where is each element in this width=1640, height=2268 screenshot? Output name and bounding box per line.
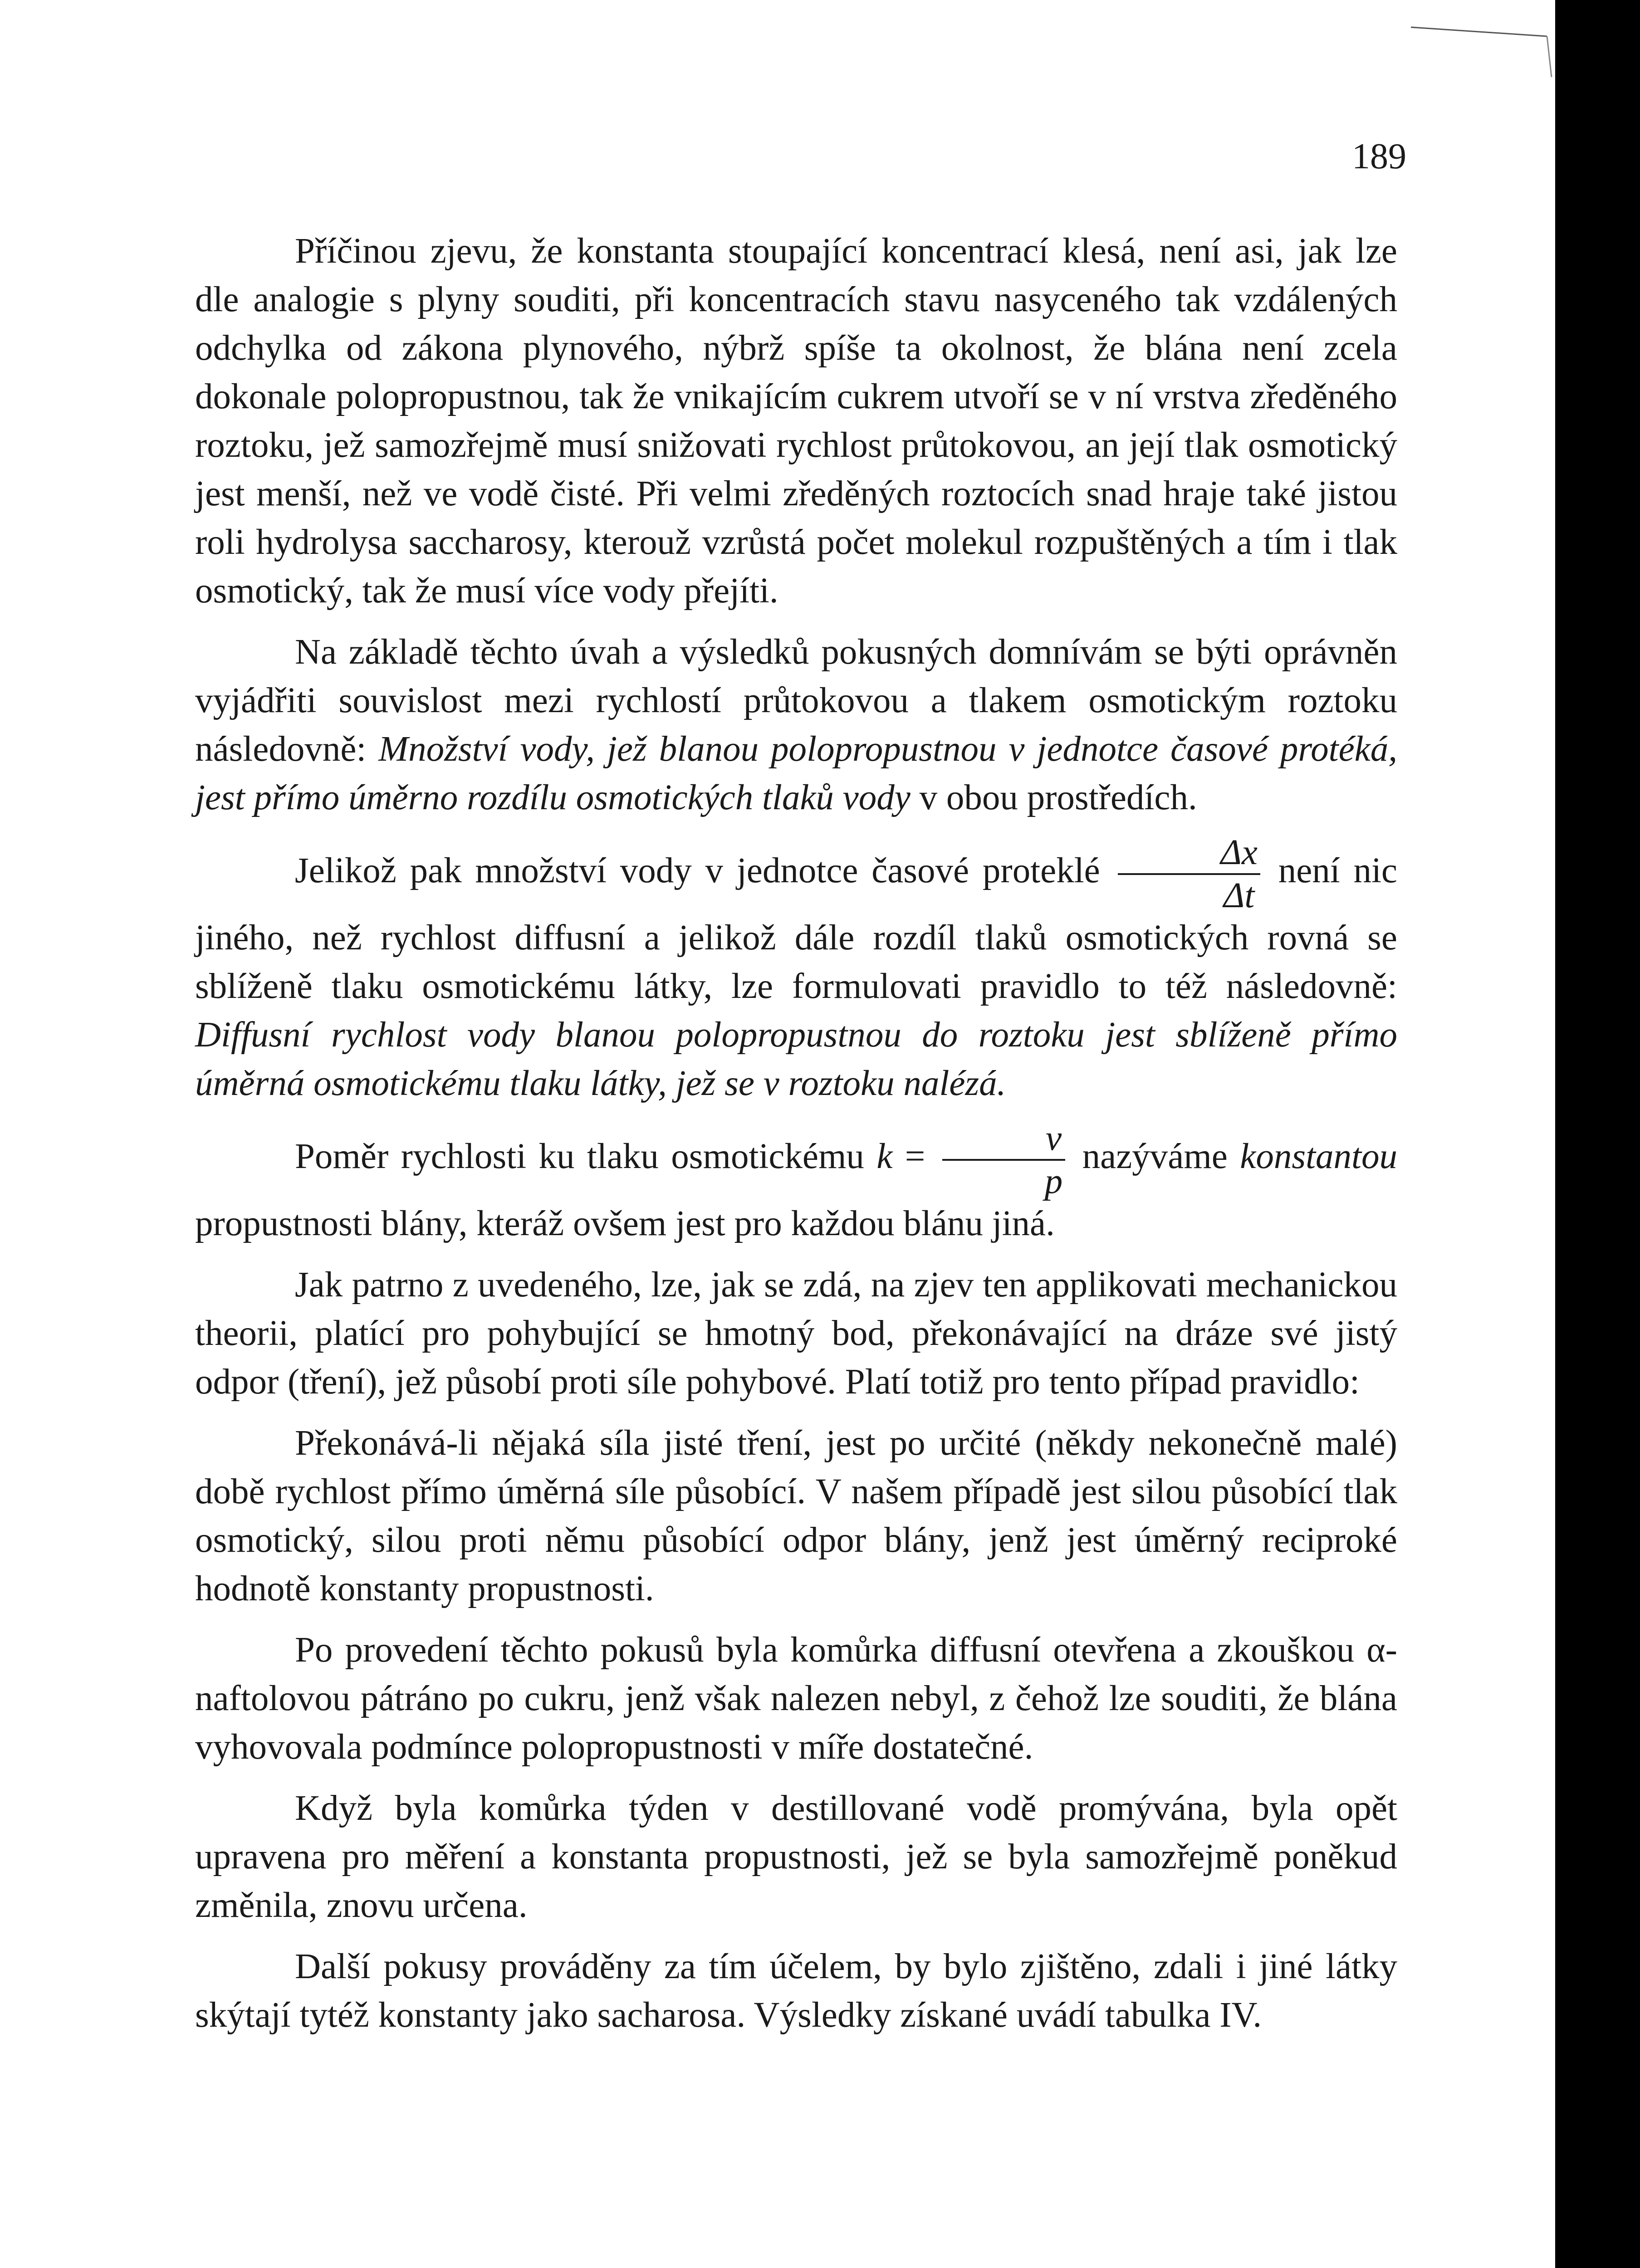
paragraph-4-mid: nazýváme	[1070, 1137, 1240, 1177]
paragraph-2-lead: Na základě těchto úvah a výsledků pokusných domnívám se býti oprávněn vyjádřiti souvislost mezi rychlostí průtokovou a tlakem osmotickým roztoku následovně:	[195, 632, 1397, 769]
paragraph-4-lead: Poměr rychlosti ku tlaku osmotickému	[295, 1137, 877, 1177]
paragraph-2-rule: Množství vody, jež blanou polopropustnou v jednotce časové protéká, jest přímo úměrno rozdílu osmotických tlaků vody	[195, 729, 1397, 817]
paragraph-6: Překonává-li nějaká síla jisté tření, jest po určité (někdy nekonečně malé) době rychlost přímo úměrná síle působící. V našem případě jest silou působící tlak osmotický, silou proti němu působící odpor blány, jenž jest úměrný reciproké hodnotě konstanty propustnosti.	[195, 1423, 1397, 1608]
paragraph-4	[195, 1120, 1397, 1248]
paragraph-3	[195, 835, 1397, 1108]
equals-sign: =	[892, 1137, 938, 1177]
symbol-k: k	[876, 1137, 893, 1177]
paragraph-5: Jak patrno z uvedeného, lze, jak se zdá, na zjev ten applikovati mechanickou theorii, platící pro pohybující se hmotný bod, překonávající na dráze své jistý odpor (tření), jež působí proti síle pohybové. Platí totiž pro tento případ pravidlo:	[195, 1265, 1397, 1402]
paragraph-7: Po provedení těchto pokusů byla komůrka diffusní otevřena a zkouškou α-naftolovou pátráno po cukru, jenž však nalezen nebyl, z čehož lze souditi, že blána vyhovovala podmínce polopropustnosti v míře dostatečné.	[195, 1630, 1397, 1767]
paragraph-2	[195, 628, 1397, 822]
body-text	[195, 227, 1397, 2052]
scan-scratch-line	[1411, 27, 1547, 36]
fraction-numerator: Δx	[1118, 835, 1260, 875]
paragraph-2-tail: v obou prostředích.	[910, 778, 1197, 817]
paragraph-3-lead: Jelikož pak množství vody v jednotce časové proteklé	[295, 851, 1114, 891]
paragraph-3-rule: Diffusní rychlost vody blanou polopropustnou do roztoku jest sblíženě přímo úměrná osmotickému tlaku látky, jež se v roztoku nalézá.	[195, 1015, 1397, 1103]
fraction-denominator: Δt	[1224, 876, 1255, 915]
scan-corner-mark	[1411, 0, 1556, 77]
scan-border-right	[1555, 0, 1640, 2268]
page-number: 189	[1352, 137, 1406, 176]
paragraph-8: Když byla komůrka týden v destillované vodě promývána, byla opět upravena pro měření a konstanta propustnosti, jež se byla samozřejmě poněkud změnila, znovu určena.	[195, 1789, 1397, 1925]
fraction-v-p	[942, 1120, 1066, 1199]
paragraph-1: Příčinou zjevu, že konstanta stoupající koncentrací klesá, není asi, jak lze dle analogie s plyny souditi, při koncentracích stavu nasyceného tak vzdálených odchylka od zákona plynového, nýbrž spíše ta okolnost, že blána není zcela dokonale polopropustnou, tak že vnikajícím cukrem utvoří se v ní vrstva zředěného roztoku, jež samozřejmě musí snižovati rychlost průtokovou, an její tlak osmotický jest menší, než ve vodě čisté. Při velmi zředěných roztocích snad hraje také jistou roli hydrolysa saccharosy, kterouž vzrůstá počet molekul rozpuštěných a tím i tlak osmotický, tak že musí více vody přejíti.	[195, 231, 1397, 611]
term-konstantou: konstantou	[1240, 1137, 1397, 1177]
paragraph-4-tail: propustnosti blány, kteráž ovšem jest pro každou blánu jiná.	[195, 1204, 1055, 1243]
fraction-dx-dt	[1118, 835, 1260, 914]
paragraph-3-mid: není nic jiného, než rychlost diffusní a jelikož dále rozdíl tlaků osmotických rovná se sblíženě tlaku osmotickému látky, lze formulovati pravidlo to též následovně:	[195, 851, 1397, 1006]
fraction-numerator: v	[942, 1120, 1066, 1161]
fraction-denominator: p	[1044, 1162, 1063, 1201]
paragraph-9: Další pokusy prováděny za tím účelem, by bylo zjištěno, zdali i jiné látky skýtají tytéž konstanty jako sacharosa. Výsledky získané uvádí tabulka IV.	[195, 1947, 1397, 2035]
scan-edge-line	[1547, 36, 1552, 77]
